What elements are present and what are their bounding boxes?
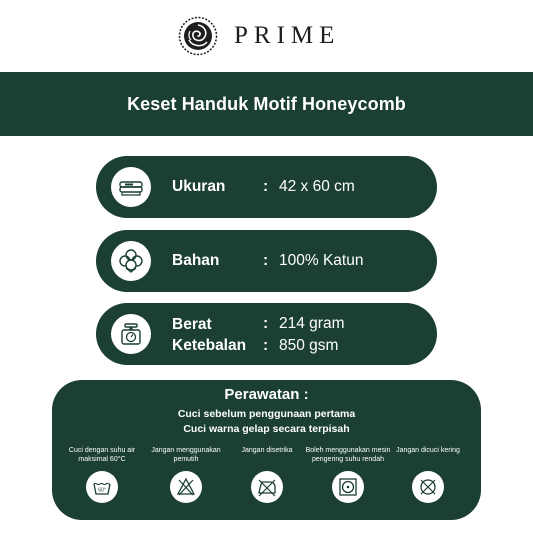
care-icon-circle (251, 471, 283, 503)
spec-label-size: Ukuran (172, 178, 226, 195)
cotton-flower-icon (116, 246, 146, 276)
brand-logo (178, 15, 340, 57)
spec-value-thickness: 850 gsm (279, 337, 339, 354)
care-item-no-bleach (143, 446, 229, 503)
weighing-scale-icon (116, 319, 146, 349)
title-banner (0, 72, 533, 136)
care-item-text: Jangan disetrika (241, 447, 293, 454)
no-dry-clean-icon (417, 476, 439, 498)
care-title: Perawatan : (224, 386, 309, 403)
care-instructions-card (52, 380, 481, 520)
spec-value-material: 100% Katun (279, 252, 364, 269)
no-bleach-icon (175, 476, 197, 498)
care-item-text: Jangan dicuci kering (396, 447, 460, 454)
wash-60-icon (91, 476, 113, 498)
spec-label-material: Bahan (172, 252, 220, 269)
spec-label-thickness: Ketebalan (172, 337, 247, 354)
spec-value-weight: 214 gram (279, 315, 345, 332)
product-title: Keset Handuk Motif Honeycomb (127, 93, 406, 114)
care-icon-circle (86, 471, 118, 503)
spec-value-size: 42 x 60 cm (279, 178, 355, 195)
care-icon-circle (170, 471, 202, 503)
folded-towel-icon (116, 172, 146, 202)
rose-swirl-logo-icon (178, 16, 218, 56)
tumble-dry-low-icon (337, 476, 359, 498)
brand-name: PRIME (234, 22, 341, 49)
wash-temp-label: 60° (98, 487, 106, 494)
spec-colon: : (263, 337, 269, 354)
spec-colon: : (263, 252, 269, 269)
care-item-wash (59, 446, 145, 503)
spec-label-weight: Berat (172, 316, 212, 333)
care-item-text: Jangan menggunakan pemutih (151, 447, 221, 463)
spec-material-card (96, 230, 437, 292)
spec-icon-circle (111, 314, 151, 354)
care-icon-circle (332, 471, 364, 503)
spec-icon-circle (111, 241, 151, 281)
care-item-text: Boleh menggunakan mesin pengering suhu rendah (305, 447, 391, 463)
care-item-no-dry-clean (385, 446, 471, 503)
spec-icon-circle (111, 167, 151, 207)
no-iron-icon (256, 476, 278, 498)
care-icon-circle (412, 471, 444, 503)
care-note-1: Cuci sebelum penggunaan pertama (177, 408, 356, 420)
care-item-text: Cuci dengan suhu air maksimal 60°C (68, 447, 136, 463)
care-item-tumble-dry (305, 446, 391, 503)
spec-size-card (96, 156, 437, 218)
care-note-2: Cuci warna gelap secara terpisah (183, 423, 350, 435)
spec-weight-card (96, 303, 437, 365)
spec-colon: : (263, 315, 269, 332)
care-item-no-iron (224, 446, 310, 503)
spec-colon: : (263, 178, 269, 195)
